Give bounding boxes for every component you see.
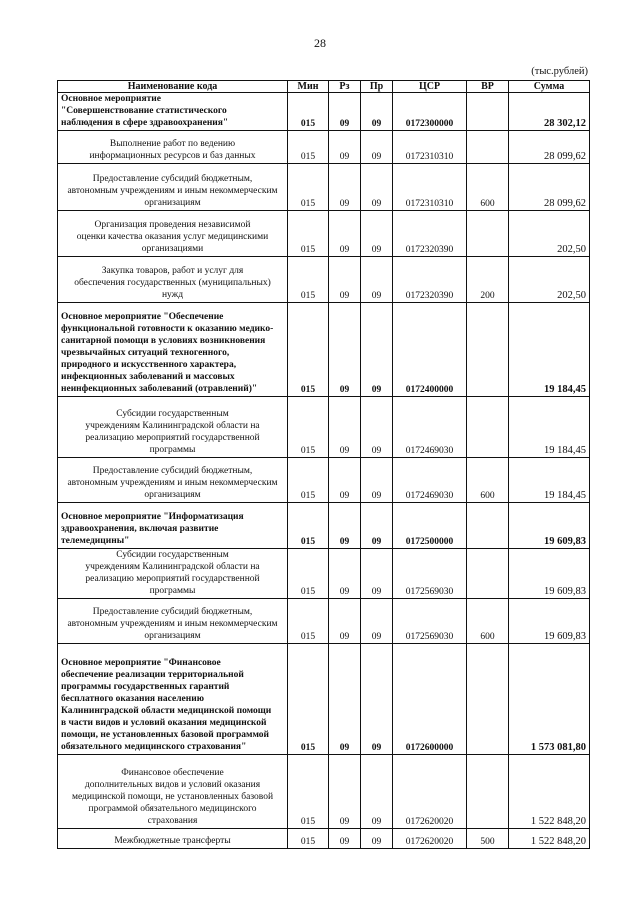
row-rz: 09 xyxy=(329,211,361,257)
row-vr xyxy=(467,503,509,549)
row-name: Предоставление субсидий бюджетным, автономным учреждениям и иным некоммерческим организациям xyxy=(58,164,288,211)
row-csr: 0172320390 xyxy=(393,211,467,257)
row-sum: 28 099,62 xyxy=(509,164,590,211)
row-vr: 200 xyxy=(467,257,509,303)
row-rz: 09 xyxy=(329,397,361,458)
row-pr: 09 xyxy=(361,257,393,303)
row-pr: 09 xyxy=(361,211,393,257)
row-csr: 0172400000 xyxy=(393,303,467,397)
row-name: Предоставление субсидий бюджетным, автономным учреждениям и иным некоммерческим организациям xyxy=(58,458,288,503)
row-sum: 1 522 848,20 xyxy=(509,755,590,829)
row-csr: 0172569030 xyxy=(393,549,467,599)
row-min: 015 xyxy=(288,93,329,131)
row-min: 015 xyxy=(288,755,329,829)
row-sum: 202,50 xyxy=(509,257,590,303)
row-pr: 09 xyxy=(361,303,393,397)
row-name: Организация проведения независимой оценки качества оказания услуг медицинскими организациями xyxy=(58,211,288,257)
row-rz: 09 xyxy=(329,503,361,549)
table-row xyxy=(58,257,590,303)
row-name: Закупка товаров, работ и услуг для обеспечения государственных (муниципальных) нужд xyxy=(58,257,288,303)
row-rz: 09 xyxy=(329,458,361,503)
row-vr xyxy=(467,755,509,829)
row-vr xyxy=(467,397,509,458)
row-name: Основное мероприятие "Совершенствование статистического наблюдения в сфере здравоохранения" xyxy=(58,93,288,131)
row-vr xyxy=(467,549,509,599)
row-csr: 0172310310 xyxy=(393,131,467,164)
row-name: Субсидии государственным учреждениям Калининградской области на реализацию мероприятий государственной программы xyxy=(58,397,288,458)
header-rz: Рз xyxy=(329,81,361,93)
row-rz: 09 xyxy=(329,829,361,849)
row-pr: 09 xyxy=(361,755,393,829)
row-min: 015 xyxy=(288,458,329,503)
table-row xyxy=(58,503,590,549)
row-pr: 09 xyxy=(361,131,393,164)
row-vr: 600 xyxy=(467,599,509,644)
row-name: Финансовое обеспечение дополнительных видов и условий оказания медицинской помощи, не установленных базовой программой обязательного медицинского страхования xyxy=(58,755,288,829)
row-pr: 09 xyxy=(361,549,393,599)
header-name: Наименование кода xyxy=(58,81,288,93)
row-name: Межбюджетные трансферты xyxy=(58,829,288,849)
row-pr: 09 xyxy=(361,458,393,503)
row-rz: 09 xyxy=(329,257,361,303)
row-sum: 1 573 081,80 xyxy=(509,644,590,755)
row-name: Предоставление субсидий бюджетным, автономным учреждениям и иным некоммерческим организациям xyxy=(58,599,288,644)
row-sum: 28 099,62 xyxy=(509,131,590,164)
row-vr xyxy=(467,93,509,131)
row-csr: 0172500000 xyxy=(393,503,467,549)
row-min: 015 xyxy=(288,397,329,458)
table-body xyxy=(58,93,590,849)
row-min: 015 xyxy=(288,829,329,849)
row-rz: 09 xyxy=(329,644,361,755)
row-min: 015 xyxy=(288,303,329,397)
table-row xyxy=(58,829,590,849)
row-csr: 0172569030 xyxy=(393,599,467,644)
row-name: Выполнение работ по ведению информационных ресурсов и баз данных xyxy=(58,131,288,164)
row-rz: 09 xyxy=(329,755,361,829)
table-row xyxy=(58,211,590,257)
table-row xyxy=(58,303,590,397)
row-vr xyxy=(467,644,509,755)
row-sum: 19 609,83 xyxy=(509,503,590,549)
row-min: 015 xyxy=(288,164,329,211)
row-min: 015 xyxy=(288,599,329,644)
row-min: 015 xyxy=(288,257,329,303)
row-pr: 09 xyxy=(361,164,393,211)
row-vr xyxy=(467,131,509,164)
row-min: 015 xyxy=(288,644,329,755)
table-row xyxy=(58,644,590,755)
row-sum: 19 609,83 xyxy=(509,599,590,644)
row-sum: 19 184,45 xyxy=(509,303,590,397)
row-name: Субсидии государственным учреждениям Калининградской области на реализацию мероприятий государственной программы xyxy=(58,549,288,599)
table-header-row xyxy=(58,81,590,93)
row-csr: 0172310310 xyxy=(393,164,467,211)
row-rz: 09 xyxy=(329,93,361,131)
row-vr: 600 xyxy=(467,458,509,503)
row-csr: 0172620020 xyxy=(393,755,467,829)
row-min: 015 xyxy=(288,503,329,549)
header-pr: Пр xyxy=(361,81,393,93)
table-row xyxy=(58,458,590,503)
row-vr: 600 xyxy=(467,164,509,211)
row-vr xyxy=(467,211,509,257)
table-row xyxy=(58,755,590,829)
row-sum: 19 609,83 xyxy=(509,549,590,599)
row-sum: 19 184,45 xyxy=(509,458,590,503)
table-row xyxy=(58,131,590,164)
row-vr xyxy=(467,303,509,397)
budget-table xyxy=(57,80,590,849)
table-row xyxy=(58,397,590,458)
row-csr: 0172469030 xyxy=(393,458,467,503)
row-csr: 0172469030 xyxy=(393,397,467,458)
row-csr: 0172620020 xyxy=(393,829,467,849)
header-vr: ВР xyxy=(467,81,509,93)
row-csr: 0172600000 xyxy=(393,644,467,755)
row-csr: 0172320390 xyxy=(393,257,467,303)
row-pr: 09 xyxy=(361,93,393,131)
row-rz: 09 xyxy=(329,549,361,599)
row-pr: 09 xyxy=(361,599,393,644)
header-csr: ЦСР xyxy=(393,81,467,93)
row-min: 015 xyxy=(288,211,329,257)
row-sum: 202,50 xyxy=(509,211,590,257)
row-pr: 09 xyxy=(361,644,393,755)
row-pr: 09 xyxy=(361,503,393,549)
row-rz: 09 xyxy=(329,131,361,164)
row-pr: 09 xyxy=(361,829,393,849)
row-csr: 0172300000 xyxy=(393,93,467,131)
header-min: Мин xyxy=(288,81,329,93)
row-rz: 09 xyxy=(329,303,361,397)
row-rz: 09 xyxy=(329,599,361,644)
table-row xyxy=(58,549,590,599)
header-sum: Сумма xyxy=(509,81,590,93)
row-name: Основное мероприятие "Финансовое обеспечение реализации территориальной программы государственных гарантий бесплатного оказания населению Калининградской области медицинской помощи в части видов и условий оказания медицинской помощи, не установленных базовой программой обязательного медицинского страхования" xyxy=(58,644,288,755)
units-label: (тыс.рублей) xyxy=(531,66,588,77)
row-rz: 09 xyxy=(329,164,361,211)
page-number: 28 xyxy=(314,36,326,50)
row-pr: 09 xyxy=(361,397,393,458)
table-row xyxy=(58,599,590,644)
table-row xyxy=(58,93,590,131)
row-vr: 500 xyxy=(467,829,509,849)
row-name: Основное мероприятие "Информатизация здравоохранения, включая развитие телемедицины" xyxy=(58,503,288,549)
row-sum: 28 302,12 xyxy=(509,93,590,131)
table-row xyxy=(58,164,590,211)
row-min: 015 xyxy=(288,549,329,599)
row-sum: 1 522 848,20 xyxy=(509,829,590,849)
row-name: Основное мероприятие "Обеспечение функциональной готовности к оказанию медико- санитарной помощи в условиях возникновения чрезвычайных ситуаций техногенного, природного и искусственного характера, инфекционных заболеваний и массовых неинфекционных заболеваний (отравлений)" xyxy=(58,303,288,397)
row-sum: 19 184,45 xyxy=(509,397,590,458)
row-min: 015 xyxy=(288,131,329,164)
